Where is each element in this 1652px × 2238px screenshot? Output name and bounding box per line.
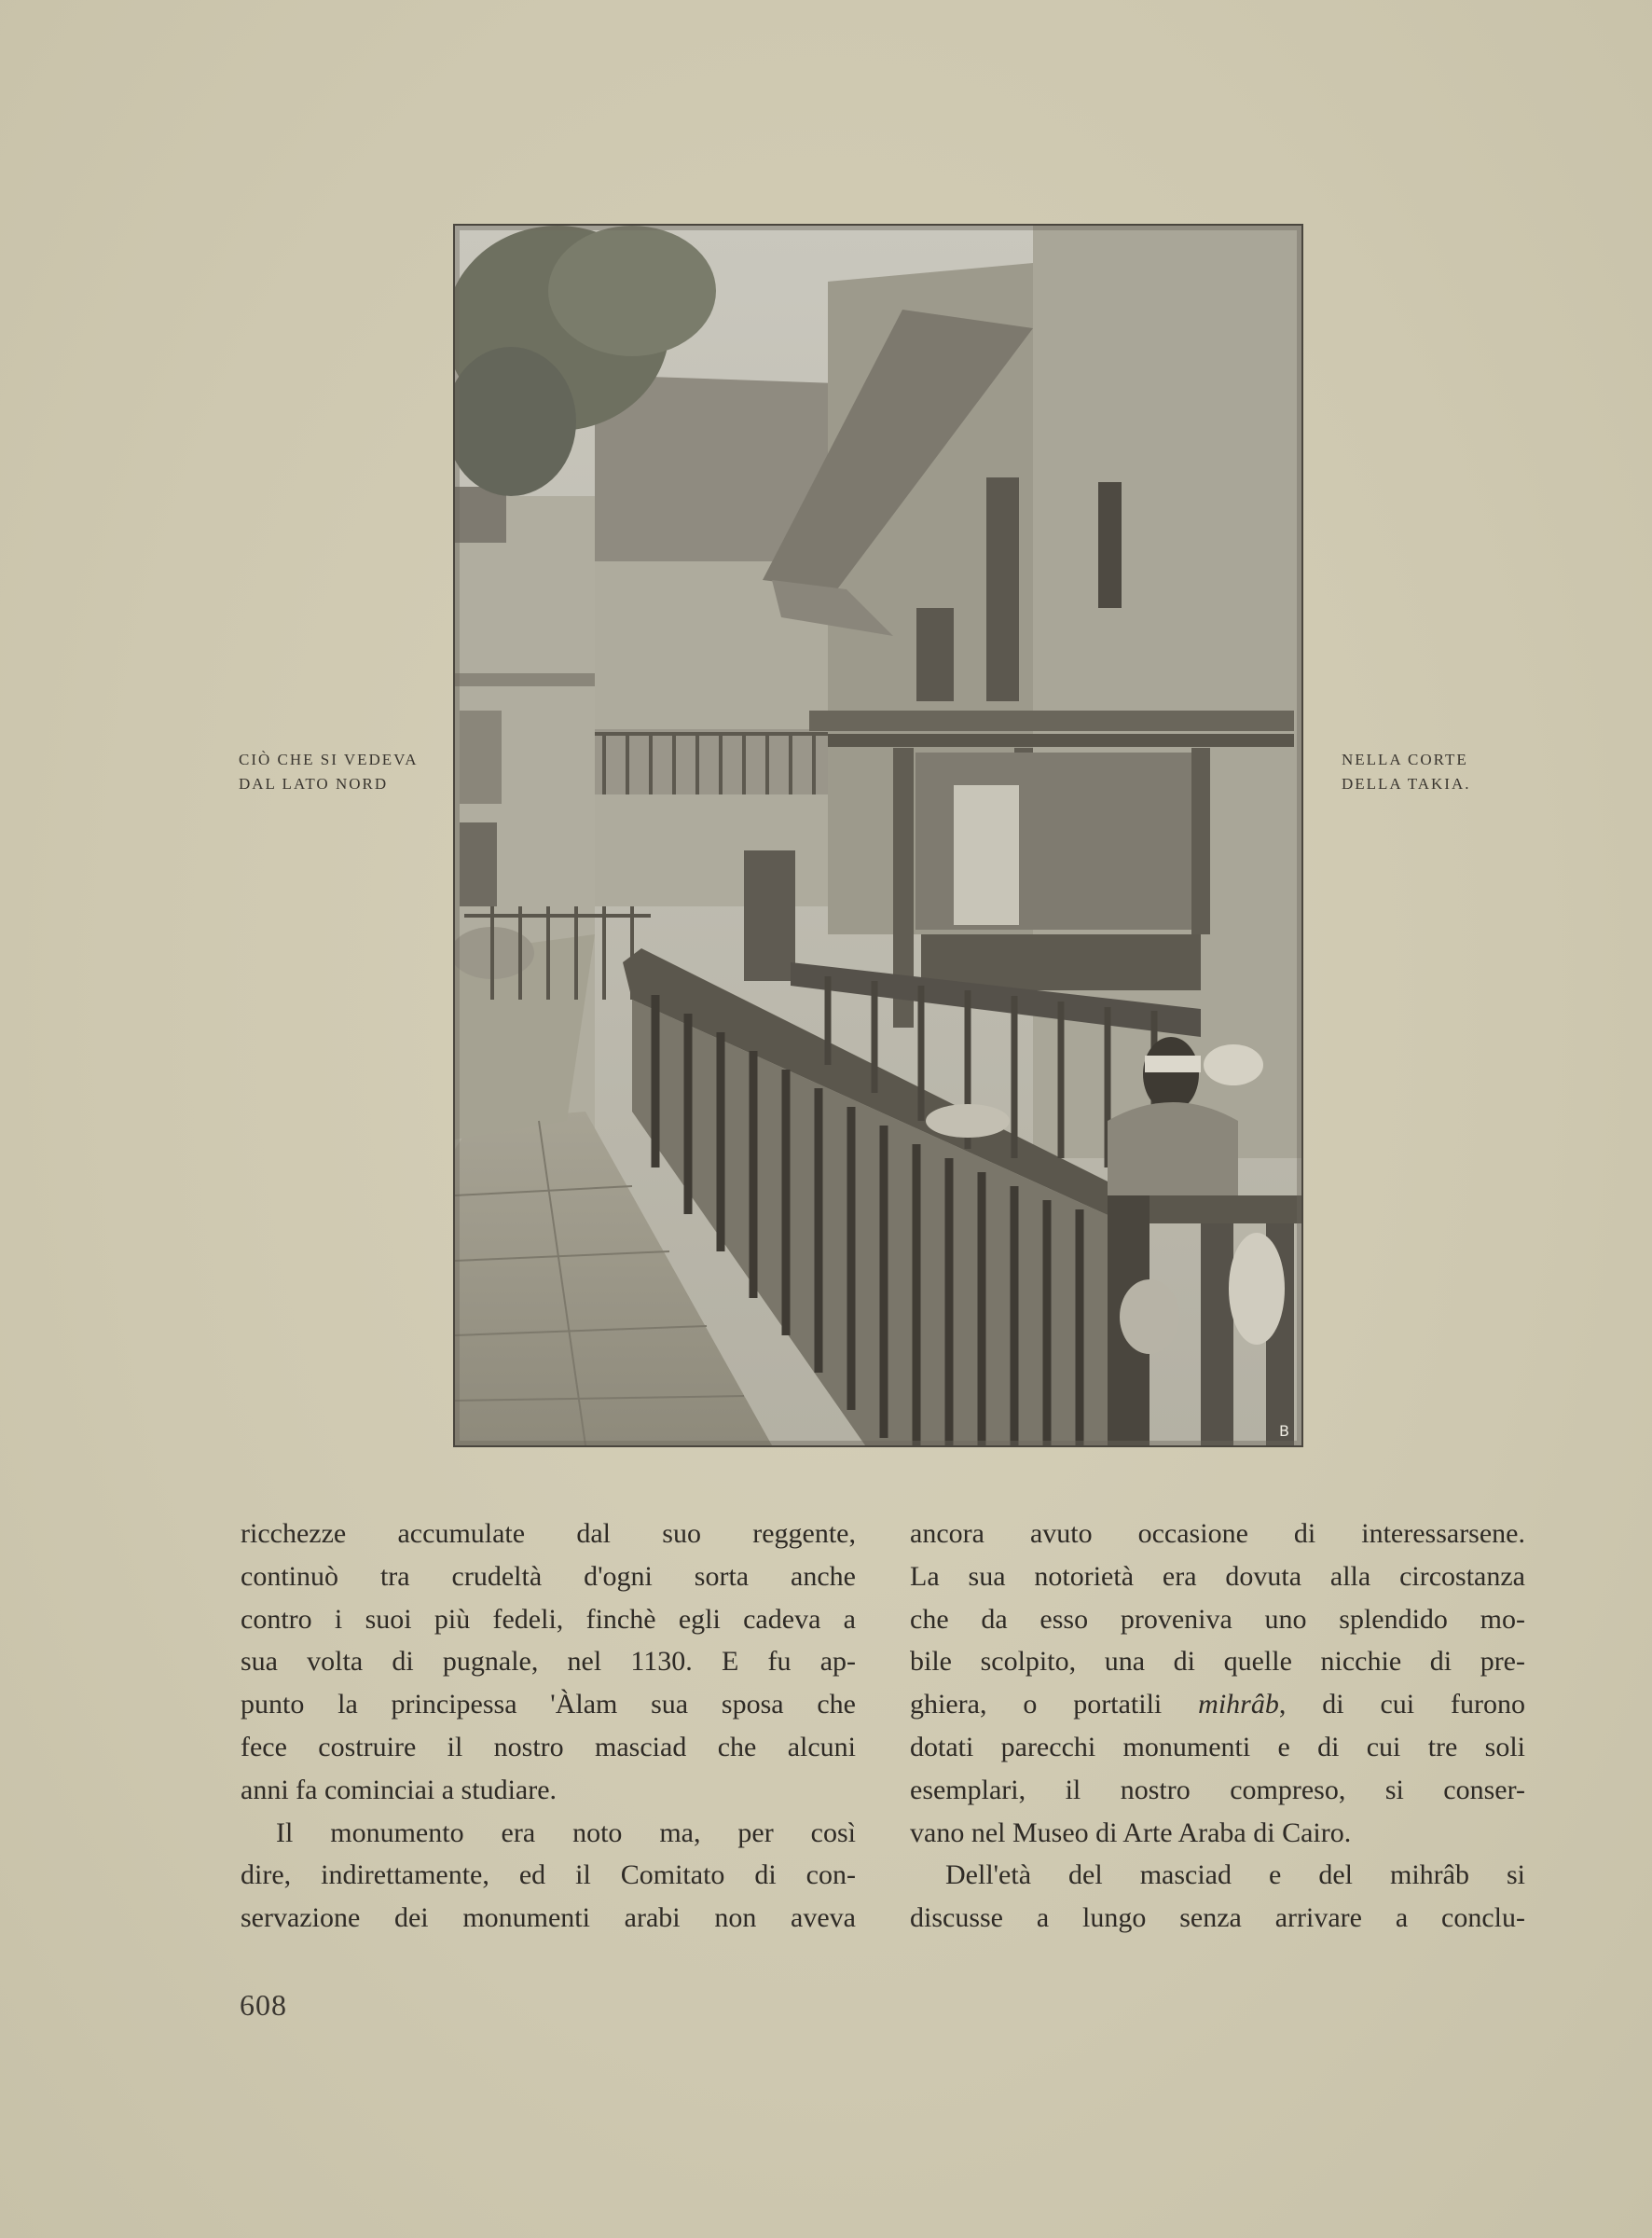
text-line: fece costruire il nostro masciad che alcuni: [241, 1731, 856, 1762]
italic-term: mihrâb: [1198, 1689, 1279, 1720]
text-line: Il monumento era noto ma, per così: [276, 1817, 856, 1848]
text-line: ricchezze accumulate dal suo reggente,: [241, 1518, 856, 1549]
text-line-with-italic: [910, 1683, 1525, 1726]
text-line: dotati parecchi monumenti e di cui tre soli: [910, 1731, 1525, 1762]
text-line: bile scolpito, una di quelle nicchie di pre-: [910, 1646, 1525, 1678]
text-line: contro i suoi più fedeli, finchè egli cadeva a: [241, 1603, 856, 1635]
text-line: servazione dei monumenti arabi non aveva: [241, 1902, 856, 1934]
text-line: La sua notorietà era dovuta alla circostanza: [910, 1560, 1525, 1592]
text-line: punto la principessa 'Àlam sua sposa che: [241, 1689, 856, 1720]
text-fragment: , di cui furono: [1278, 1689, 1525, 1720]
text-fragment: ghiera, o portatili: [910, 1689, 1163, 1720]
text-line: continuò tra crudeltà d'ogni sorta anche: [241, 1560, 856, 1592]
text-line: anni fa cominciai a studiare.: [241, 1774, 558, 1805]
text-line: che da esso proveniva uno splendido mo-: [910, 1603, 1525, 1635]
caption-right-line-2: DELLA TAKIA.: [1342, 775, 1471, 793]
caption-left: [239, 748, 419, 796]
text-line: Dell'età del masciad e del mihrâb si: [945, 1859, 1525, 1891]
text-line: vano nel Museo di Arte Araba di Cairo.: [910, 1817, 1352, 1848]
page-number: 608: [240, 1988, 287, 2022]
courtyard-photograph: [453, 224, 1303, 1447]
photo-corner-mark: B: [1279, 1422, 1289, 1440]
text-line: sua volta di pugnale, nel 1130. E fu ap-: [241, 1646, 856, 1678]
text-column-right: [910, 1513, 1525, 1940]
photograph-icon: [455, 226, 1301, 1445]
text-line: esemplari, il nostro compreso, si conser-: [910, 1774, 1525, 1805]
text-line: dire, indirettamente, ed il Comitato di con-: [241, 1859, 856, 1891]
caption-right-line-1: NELLA CORTE: [1342, 751, 1468, 768]
text-line: ancora avuto occasione di interessarsene.: [910, 1518, 1525, 1549]
text-column-left: [241, 1513, 856, 1940]
caption-left-line-2: DAL LATO NORD: [239, 775, 389, 793]
caption-left-line-1: CIÒ CHE SI VEDEVA: [239, 751, 419, 768]
text-line: discusse a lungo senza arrivare a conclu-: [910, 1902, 1525, 1934]
caption-right: [1342, 748, 1470, 796]
